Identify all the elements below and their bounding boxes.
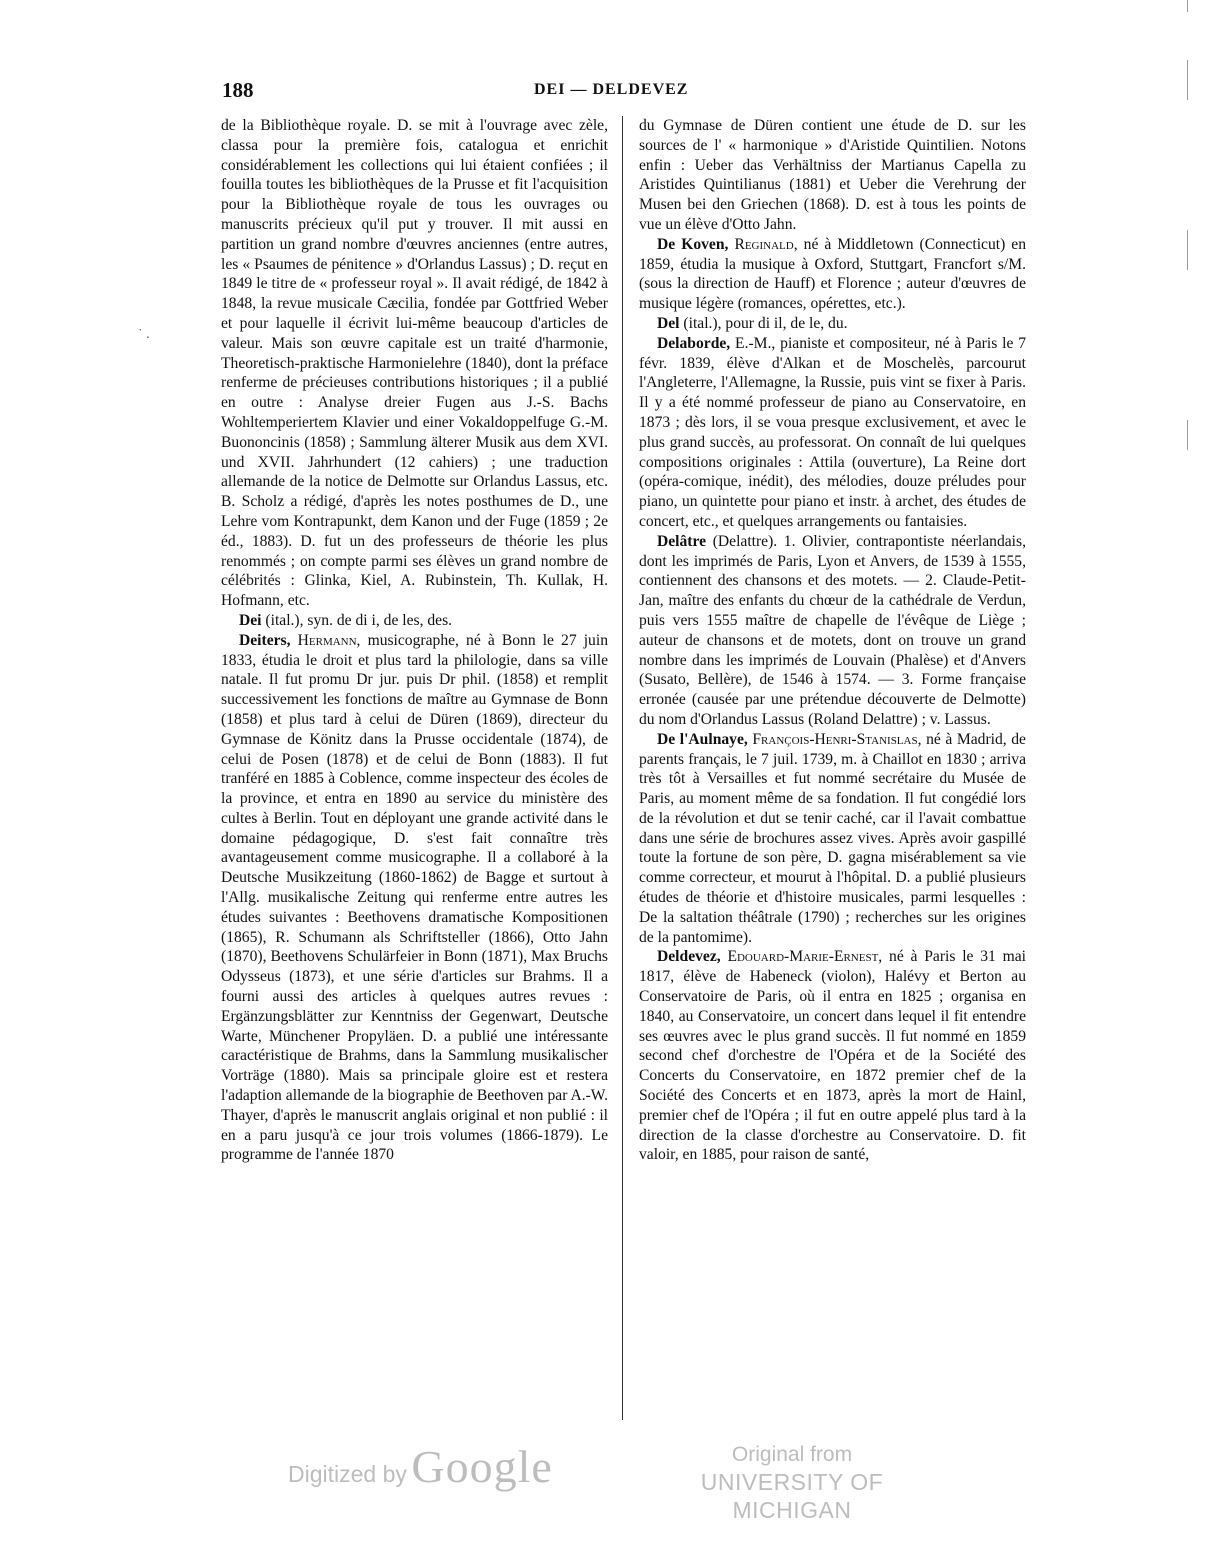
entry-body: E.-M., pianiste et compositeur, né à Paris le 7 févr. 1839, élève d'Alkan et de Moschelès, parcourut l'Angleterre, l'Allemagne, la Russie, puis vint se fixer à Paris. Il y a été nommé professeur de piano au Conservatoire, en 1873 ; dès lors, il se voua presque exclusivement, et avec le plus grand succès, au professorat. On connaît de lui quelques compositions originales : Attila (ouverture), La Reine dort (opéra-comique, inédit), des mélodies, douze préludes pour piano, un quintette pour piano et instr. à archet, des études de concert, etc., et quelques arrangements ou fantaisies. xyxy=(639,334,1026,530)
entry-deiters xyxy=(221,631,608,1166)
entry-headword: Dei xyxy=(239,611,262,629)
entry-headword: Deldevez, xyxy=(657,948,721,966)
entry-delaulnaye xyxy=(639,730,1026,948)
original-from-label: Original from xyxy=(731,1443,853,1466)
scan-specks: ˙ . xyxy=(138,327,150,342)
running-head: DEI — DELDEVEZ xyxy=(534,81,689,98)
entry-headword: Deiters, xyxy=(239,631,291,649)
entry-headword: Delâtre xyxy=(657,532,707,550)
entry-headword: De l'Aulnaye, xyxy=(657,730,748,748)
page-edge-mark-2 xyxy=(1187,230,1188,270)
university-label: UNIVERSITY OF MICHIGAN xyxy=(700,1469,884,1523)
entry-dekoven xyxy=(639,235,1026,314)
entry-body: (Delattre). 1. Olivier, contrapontiste néerlandais, dont les imprimés de Paris, Lyon et Anvers, de 1539 à 1555, contiennent des chansons et des motets. — 2. Claude-Petit-Jan, maître des enfants du chœur de la cathédrale de Verdun, puis vers 1555 maître de chapelle de l'évêque de Liège ; auteur de chansons et de motets, dont on trouve un grand nombre dans les imprimés de Louvain (Phalèse) et d'Anvers (Susato, Bellère), de 1546 à 1574. — 3. Forme française erronée (causée par une prétendue découverte de Delmotte) du nom d'Orlandus Lassus (Roland Delattre) ; v. Lassus. xyxy=(639,532,1026,728)
digitized-by-label: Digitized by xyxy=(288,1461,407,1487)
entry-headword: Delaborde, xyxy=(657,334,731,352)
entry-headword: De Koven, xyxy=(657,235,729,253)
entry-continuation: de la Bibliothèque royale. D. se mit à l'ouvrage avec zèle, classa pour la première fois, catalogua et enrichit considérablement les collections qui lui étaient confiées ; il fouilla toutes les bibliothèques de la Prusse et fit l'acquisition pour la Bibliothèque royale de tous les ouvrages ou manuscrits précieux qu'il put y trouver. Il mit aussi en partition un grand nombre d'œuvres anciennes (entre autres, les « Psaumes de pénitence » d'Orlandus Lassus) ; D. reçut en 1849 le titre de « professeur royal ». Il avait rédigé, de 1842 à 1848, la revue musicale Cæcilia, fondée par Gottfried Weber et pour laquelle il écrivit lui-même beaucoup d'articles de valeur. Mais son œuvre capitale est un traité d'harmonie, Theoretisch-praktische Harmonielehre (1840), dont la préface renferme de précieuses contributions historiques ; il a publié en outre : Analyse dreier Fugen aus J.-S. Bachs Wohltemperiertem Klavier und einer Vokaldoppelfuge G.-M. Buononcinis (1858) ; Sammlung älterer Musik aus dem XVI. und XVII. Jahrhundert (12 cahiers) ; une traduction allemande de la notice de Delmotte sur Orlandus Lassus, etc. B. Scholz a rédigé, d'après les notes posthumes de D., une Lehre vom Kontrapunkt, dem Kanon und der Fuge (1859 ; 2e éd., 1883). D. fut un des professeurs de théorie les plus renommés ; on compte parmi ses élèves un grand nombre de célébrités : Glinka, Kiel, A. Rubinstein, Th. Kullak, H. Hofmann, etc. xyxy=(221,117,608,610)
page-edge-mark-top xyxy=(1187,0,1188,12)
entry-body: né à Middletown (Connecticut) en 1859, étudia la musique à Oxford, Stuttgart, Francfort s/M. (sous la direction de Hauff) et Florence ; auteur d'œuvres de musique légère (romances, opérettes, etc.). xyxy=(639,235,1027,313)
entry-person-name: Hermann, xyxy=(297,631,361,649)
left-column xyxy=(221,116,608,1165)
entry-body: (ital.), syn. de di i, de les, des. xyxy=(265,611,453,629)
page-number: 188 xyxy=(222,78,254,102)
entry-body: né à Madrid, de parents français, le 7 juil. 1739, m. à Chaillot en 1830 ; arriva très tôt à Versailles et fut nommé secrétaire du Musée de Paris, au moment même de sa fondation. Il fut congédié lors de la révolution et dut se tenir caché, car il l'avait combattue dans une série de brochures assez vives. Après avoir gaspillé toute la fortune de son père, D. gagna misérablement sa vie comme correcteur, et mourut à l'hôpital. D. a publié plusieurs études de théorie et d'histoire musicales, parmi lesquelles : De la saltation théâtrale (1790) ; recherches sur les origines de la pantomime). xyxy=(639,730,1026,946)
entry-body: musicographe, né à Bonn le 27 juin 1833, étudia le droit et plus tard la philologie, dans sa ville natale. Il fut promu Dr jur. puis Dr phil. (1858) et remplit successivement les fonctions de maître au Gymnase de Bonn (1858) et plus tard à celui de Düren (1869), directeur du Gymnase de Könitz dans la Prusse occidentale (1874), de celui de Posen (1878) et de celui de Bonn (1883). Il fut tranféré en 1885 à Coblence, comme inspecteur des écoles de la province, et entra en 1890 au service du ministère des cultes à Berlin. Tout en déployant une grande activité dans le domaine pédagogique, D. s'est fait connaître très avantageusement comme musicographe. Il a collaboré à la Deutsche Musikzeitung (1860-1862) de Bagge et surtout à l'Allg. musikalische Zeitung qui renferme entre autres les études suivantes : Beethovens dramatische Kompositionen (1865), R. Schumann als Schriftsteller (1866), Otto Jahn (1870), Beethovens Schulärfeier in Bonn (1871), Max Bruchs Odysseus (1873), et une série d'articles sur Brahms. Il a fourni aussi des articles à quelques autres revues : Ergänzungsblätter zur Kenntniss der Gegenwart, Deutsche Warte, Münchener Propyläen. D. a publié une intéressante caractéristique de Brahms, dans la Sammlung musikalischer Vorträge (1880). Mais sa principale gloire est et restera l'adaption allemande de la biographie de Beethoven par A.-W. Thayer, d'après le manuscrit anglais original et non publié : il en a paru jusqu'à ce jour trois volumes (1866-1879). Le programme de l'année 1870 xyxy=(221,631,608,1164)
entry-delaborde xyxy=(639,334,1026,532)
entry-person-name: Edouard-Marie-Ernest, xyxy=(727,948,883,966)
column-divider xyxy=(622,116,623,1420)
page-header xyxy=(222,78,1027,106)
entry-person-name: Reginald, xyxy=(734,235,798,253)
entry-headword: Del xyxy=(657,314,680,332)
page-edge-mark-1 xyxy=(1187,60,1188,100)
entry-dei xyxy=(221,611,608,631)
entry-body: (ital.), pour di il, de le, du. xyxy=(683,314,848,332)
google-logo: Google xyxy=(411,1441,553,1492)
right-column xyxy=(639,116,1026,1165)
entry-continuation: du Gymnase de Düren contient une étude de D. sur les sources de l' « harmonique » d'Aristide Quintilien. Notons enfin : Ueber das Verhältniss der Martianus Capella zu Aristides Quintilianus (1881) et Ueber die Verehrung der Musen bei den Griechen (1868). D. est à tous les points de vue un élève d'Otto Jahn. xyxy=(639,117,1026,233)
entry-deldevez xyxy=(639,947,1026,1165)
original-from-watermark xyxy=(667,1442,917,1524)
entry-delatre xyxy=(639,532,1026,730)
entry-body: né à Paris le 31 mai 1817, élève de Habeneck (violon), Halévy et Berton au Conservatoire de Paris, où il entra en 1825 ; organisa en 1840, au Conservatoire, un concert dans lequel il fit entendre ses œuvres avec le plus grand succès. Il fut nommé en 1859 second chef d'orchestre de l'Opéra et de la Société des Concerts du Conservatoire, en 1872 premier chef de la Société des Concerts et en 1873, après la mort de Hainl, premier chef de l'Opéra ; il fut en outre appelé plus tard à la direction de la classe d'orchestre au Conservatoire. D. fit valoir, en 1885, pour raison de santé, xyxy=(639,948,1026,1164)
entry-del xyxy=(639,314,1026,334)
page-edge-mark-3 xyxy=(1187,420,1188,450)
digitized-by-google-watermark xyxy=(288,1440,553,1493)
entry-person-name: François-Henri-Stanislas, xyxy=(752,730,922,748)
